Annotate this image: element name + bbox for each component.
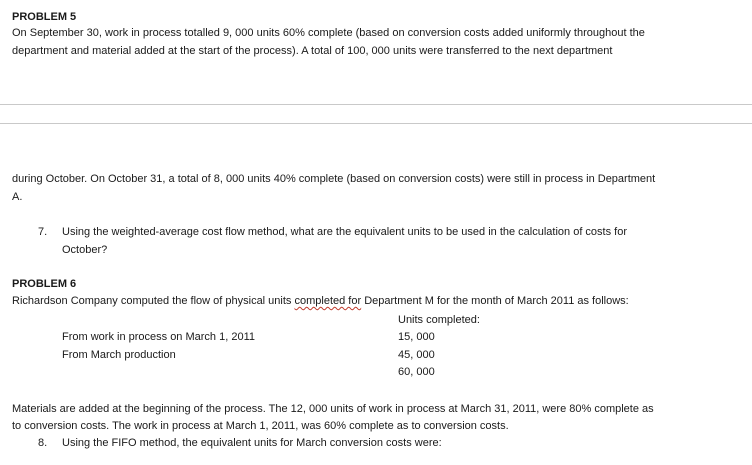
question-7-text: Using the weighted-average cost flow method, what are the equivalent units to be used in the calculation of costs for bbox=[62, 226, 627, 238]
intro-text: Richardson Company computed the flow of physical units bbox=[12, 295, 295, 307]
problem-5-text-line: A. bbox=[12, 191, 23, 203]
problem-5-text-line: during October. On October 31, a total of 8, 000 units 40% complete (based on conversion costs) were still in process in Department bbox=[12, 173, 656, 185]
problem-6-heading: PROBLEM 6 bbox=[12, 278, 77, 290]
problem-5-text-line: On September 30, work in process totalled 9, 000 units 60% complete (based on conversion costs added uniformly throughout the bbox=[12, 27, 645, 39]
units-row-value: 45, 000 bbox=[398, 349, 435, 361]
problem-6-intro bbox=[12, 295, 629, 307]
question-8-number: 8. bbox=[38, 437, 48, 449]
question-7-text: October? bbox=[62, 244, 108, 256]
units-row-value: 15, 000 bbox=[398, 331, 435, 343]
units-row-label: From March production bbox=[62, 349, 176, 361]
question-8-text: Using the FIFO method, the equivalent units for March conversion costs were: bbox=[62, 437, 442, 449]
page-break-divider bbox=[0, 104, 752, 124]
spellcheck-flagged-text: completed for bbox=[294, 295, 362, 307]
problem-6-notes-line: Materials are added at the beginning of the process. The 12, 000 units of work in process at March 31, 2011, were 80% complete as bbox=[12, 403, 654, 415]
problem-5-text-line: department and material added at the start of the process). A total of 100, 000 units were transferred to the next department bbox=[12, 45, 613, 57]
units-row-label: From work in process on March 1, 2011 bbox=[62, 331, 255, 343]
units-table-header: Units completed: bbox=[398, 314, 480, 326]
problem-5-heading: PROBLEM 5 bbox=[12, 11, 77, 23]
units-total-value: 60, 000 bbox=[398, 366, 435, 378]
intro-text: Department M for the month of March 2011 as follows: bbox=[361, 295, 629, 307]
question-7-number: 7. bbox=[38, 226, 48, 238]
problem-6-notes-line: to conversion costs. The work in process at March 1, 2011, was 60% complete as to conversion costs. bbox=[12, 420, 509, 432]
